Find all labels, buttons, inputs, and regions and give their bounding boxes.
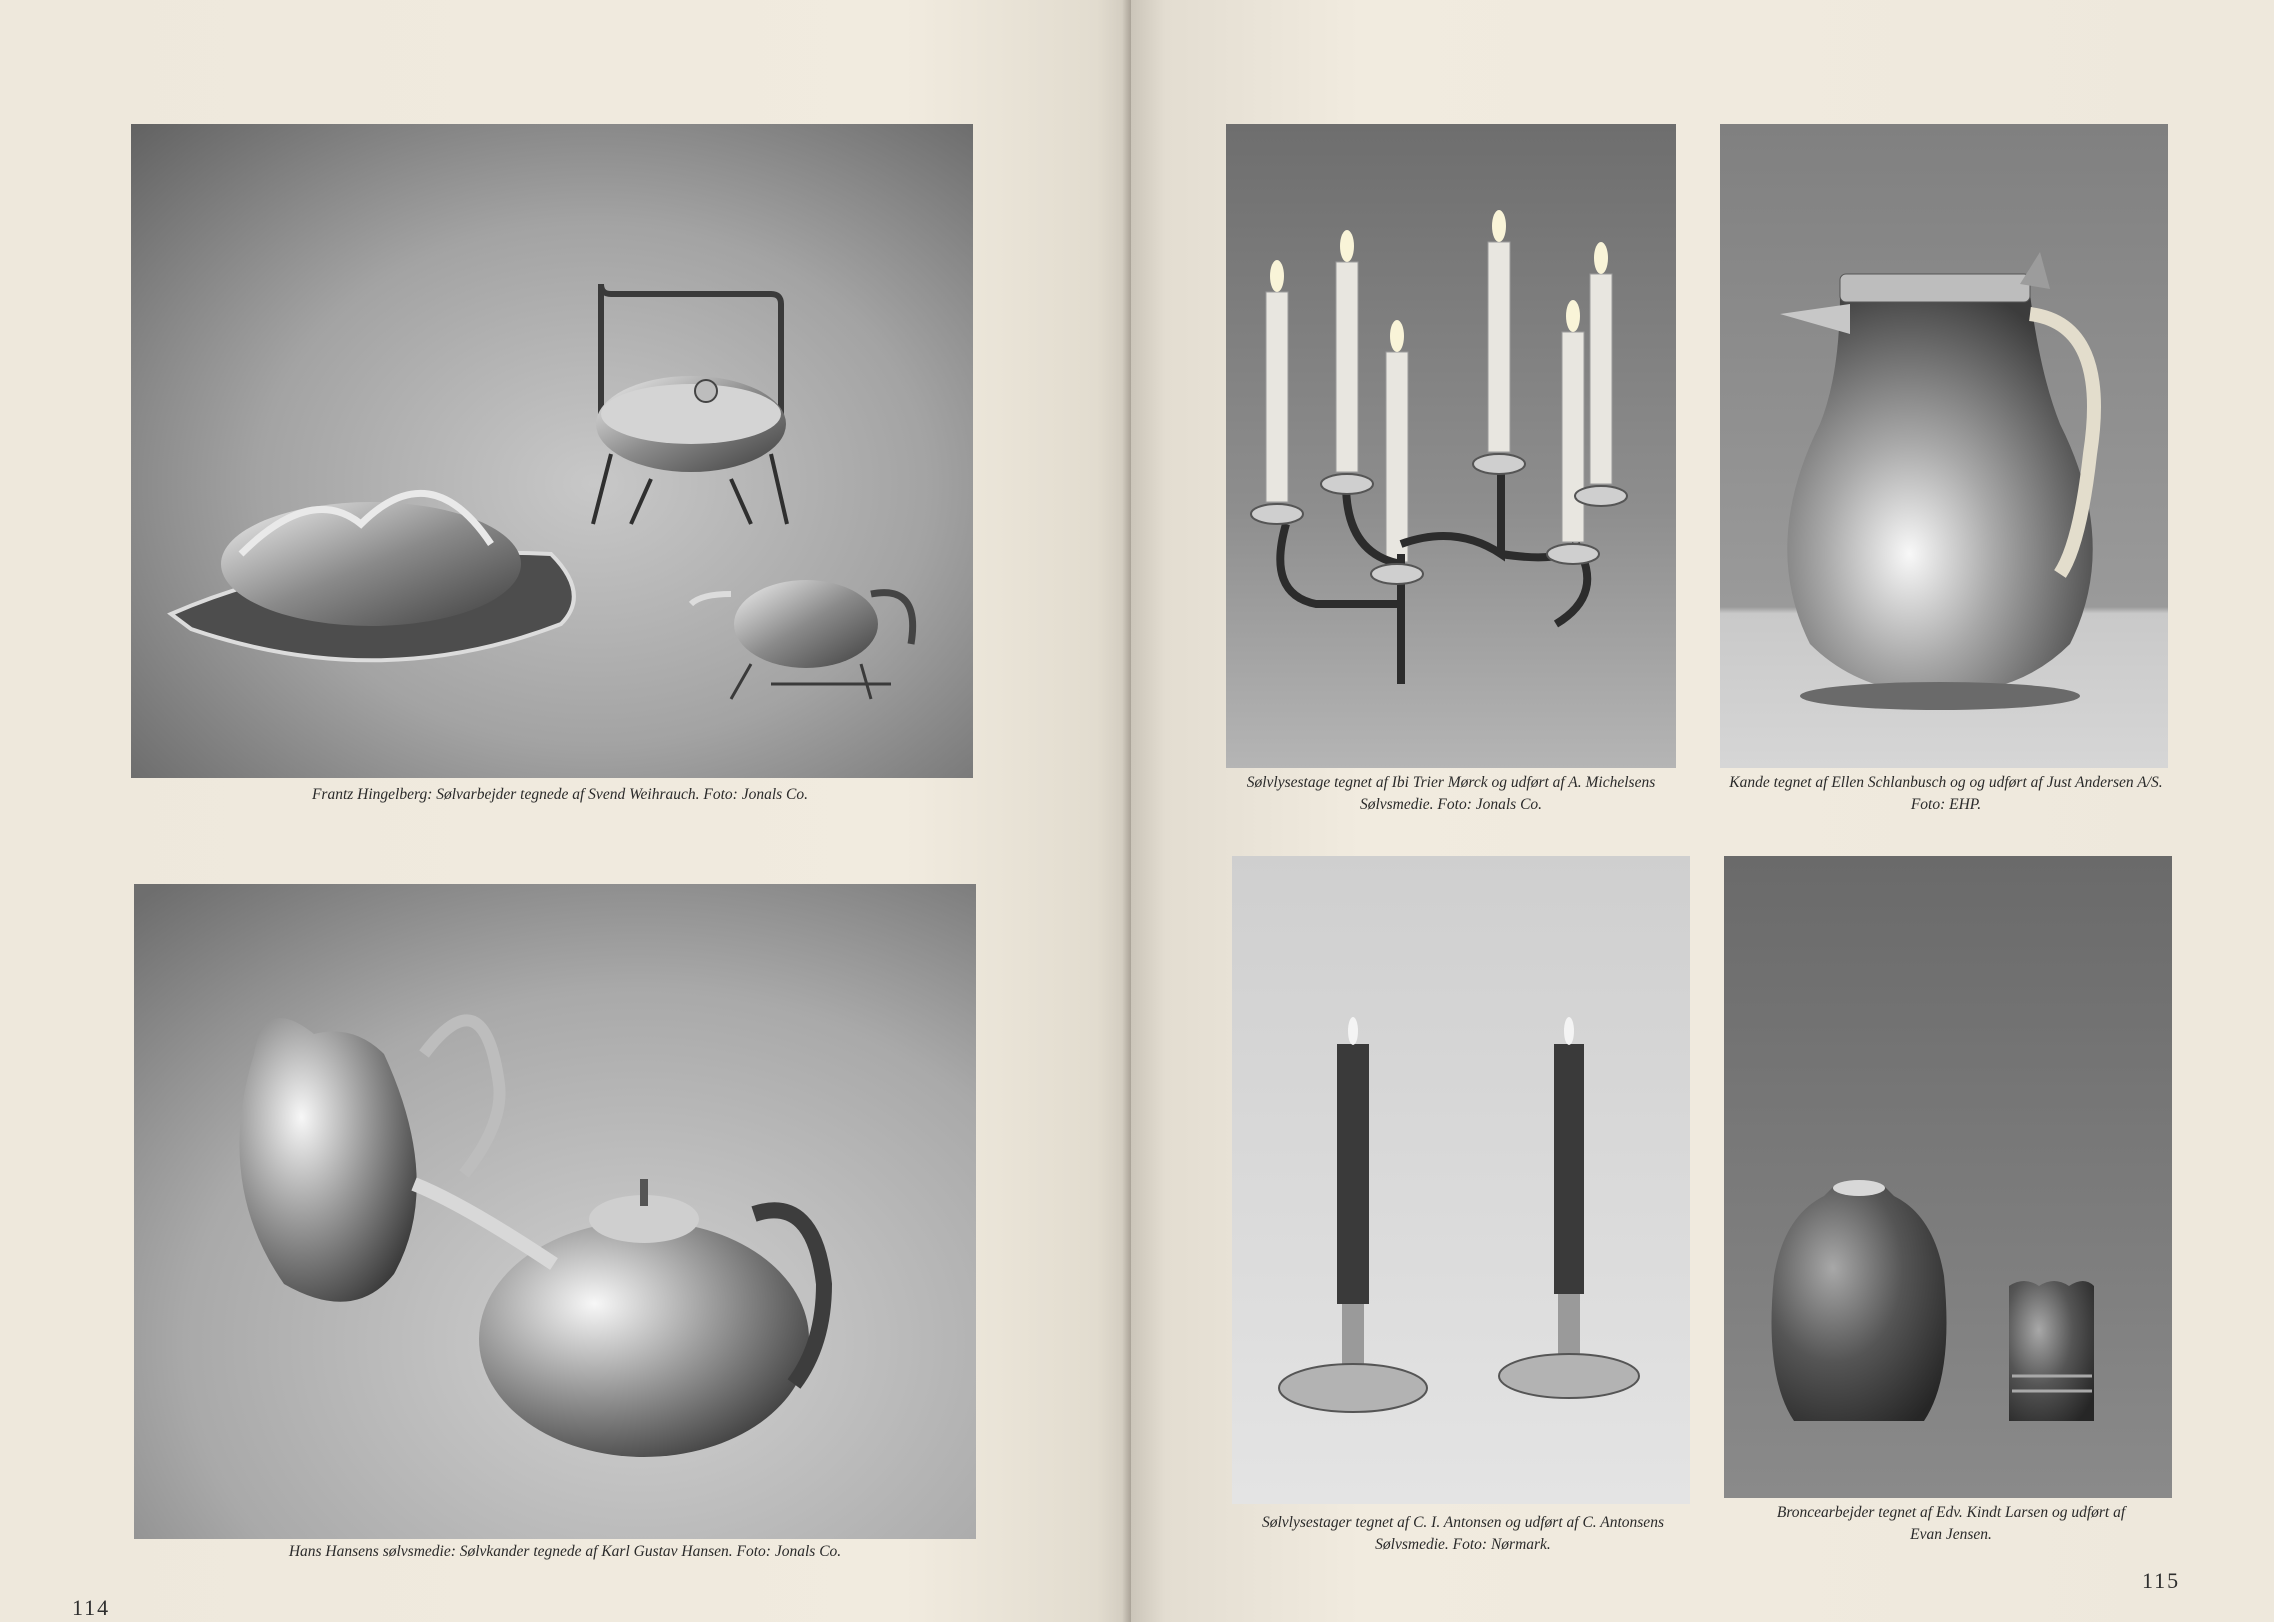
right-page [1131, 0, 2274, 1622]
page-number-left: 114 [72, 1595, 111, 1620]
caption-hingelberg: Frantz Hingelberg: Sølvarbejder tegnede af Svend Weihrauch. Foto: Jonals Co. [311, 786, 809, 803]
page-number-right: 115 [2142, 1568, 2181, 1593]
caption-kindt-larsen: Broncearbejder tegnet af Edv. Kindt Larsen og udført af Evan Jensen. [1776, 1504, 2126, 1543]
photo-silverware-hingelberg [131, 124, 973, 778]
caption-schlanbusch: Kande tegnet af Ellen Schlanbusch og og udført af Just Andersen A/S. Foto: EHP. [1729, 774, 2163, 813]
photo-jug-schlanbusch [1720, 124, 2168, 768]
left-page [0, 0, 1131, 1622]
photo-candleholders-antonsen [1232, 856, 1690, 1504]
caption-hansen: Hans Hansens sølvsmedie: Sølvkander tegnede af Karl Gustav Hansen. Foto: Jonals Co. [288, 1543, 842, 1560]
caption-candelabra: Sølvlysestage tegnet af Ibi Trier Mørck og udført af A. Michelsens Sølvsmedie. Foto: Jonals Co. [1246, 774, 1656, 813]
caption-antonsen: Sølvlysestager tegnet af C. I. Antonsen og udført af C. Antonsens Sølvsmedie. Foto: Nørmark. [1262, 1514, 1664, 1553]
photo-bronze-kindt-larsen [1724, 856, 2172, 1498]
photo-candelabra [1226, 124, 1676, 768]
photo-silver-jugs-hansen [134, 884, 976, 1539]
